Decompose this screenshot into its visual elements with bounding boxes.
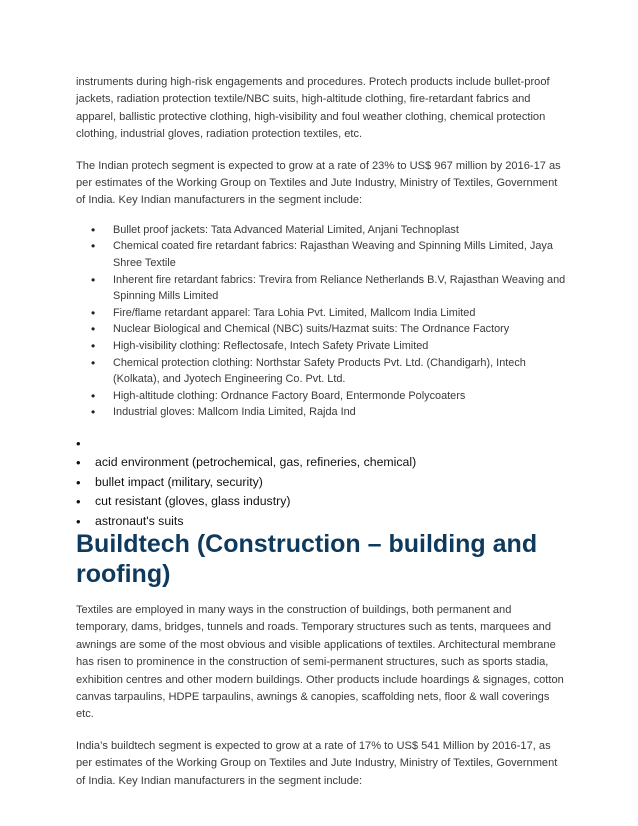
- list-item: • High-altitude clothing: Ordnance Factory Board, Entermonde Polycoaters: [76, 388, 566, 405]
- buildtech-heading: Buildtech (Construction – building and roofing): [76, 529, 538, 588]
- list-item: • Chemical coated fire retardant fabrics: Rajasthan Weaving and Spinning Mills Limited, Jaya Shree Textile: [76, 238, 566, 271]
- list-item: • cut resistant (gloves, glass industry): [76, 492, 566, 511]
- protech-intro-paragraph: instruments during high-risk engagements and procedures. Protech products include bullet-proof jackets, radiation protection textile/NBC suits, high-altitude clothing, fire-retardant fabrics and apparel, ballistic protective clothing, high-visibility and foul weather clothing, chemical protection clothing, industrial gloves, radiation protection textiles, etc.: [76, 76, 550, 141]
- list-item: • Nuclear Biological and Chemical (NBC) suits/Hazmat suits: The Ordnance Factory: [76, 321, 566, 338]
- list-item: • Bullet proof jackets: Tata Advanced Material Limited, Anjani Technoplast: [76, 222, 566, 239]
- list-item: • Fire/flame retardant apparel: Tara Lohia Pvt. Limited, Mallcom India Limited: [76, 305, 566, 322]
- buildtech-growth-paragraph: India’s buildtech segment is expected to grow at a rate of 17% to US$ 541 Million by 2016-17, as per estimates of the Working Group on Textiles and Jute Industry, Ministry of Textiles, Government of India. Key Indian manufacturers in the segment include:: [76, 739, 558, 787]
- list-item: [76, 434, 566, 453]
- buildtech-intro-paragraph: Textiles are employed in many ways in the construction of buildings, both permanent and temporary, dams, bridges, tunnels and roads. Temporary structures such as tents, marquees and awnings are some of the most obvious and visible applications of textiles. Architectural membrane has risen to prominence in the construction of semi-permanent structures, such as sports stadia, exhibition centres and other modern buildings. Other products include hoardings & signages, cotton canvas tarpaulins, HDPE tarpaulins, awnings & canopies, scaffolding nets, floor & wall coverings etc.: [76, 603, 564, 721]
- list-item: • astronaut's suits: [76, 512, 566, 531]
- list-item: • bullet impact (military, security): [76, 473, 566, 492]
- applications-list: [76, 434, 566, 531]
- list-item: • High-visibility clothing: Reflectosafe, Intech Safety Private Limited: [76, 338, 566, 355]
- list-item: • Industrial gloves: Mallcom India Limited, Rajda Ind: [76, 404, 566, 421]
- list-item: • acid environment (petrochemical, gas, refineries, chemical): [76, 453, 566, 472]
- list-item: • Chemical protection clothing: Northstar Safety Products Pvt. Ltd. (Chandigarh), Intech (Kolkata), and Jyotech Engineering Co. Pvt. Ltd.: [76, 355, 566, 388]
- document-page: [76, 74, 566, 790]
- protech-growth-paragraph: The Indian protech segment is expected to grow at a rate of 23% to US$ 967 million by 2016-17 as per estimates of the Working Group on Textiles and Jute Industry, Ministry of Textiles, Government of India. Key Indian manufacturers in the segment include:: [76, 159, 561, 207]
- list-item: • Inherent fire retardant fabrics: Trevira from Reliance Netherlands B.V, Rajasthan Weaving and Spinning Mills Limited: [76, 272, 566, 305]
- manufacturers-list: [76, 222, 566, 421]
